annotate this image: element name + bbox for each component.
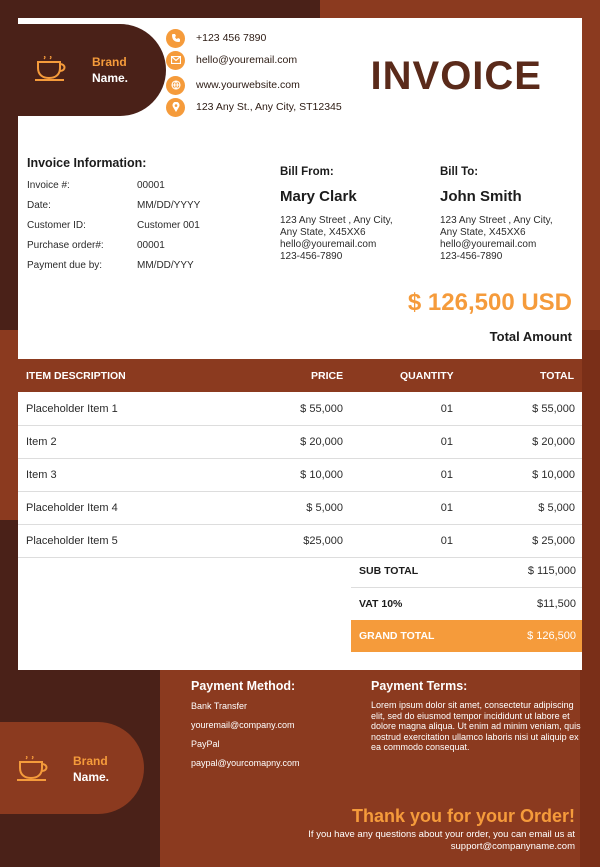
info-label: Payment due by: bbox=[27, 260, 103, 271]
brand-line2: Name. bbox=[73, 770, 110, 784]
item-description: Placeholder Item 1 bbox=[26, 403, 118, 415]
vat-row bbox=[351, 588, 582, 621]
brand-line1: Brand bbox=[92, 55, 127, 69]
table-row bbox=[18, 393, 582, 426]
subtotal-value: $ 115,000 bbox=[527, 565, 576, 577]
bill-to-line: Any State, X45XX6 bbox=[440, 227, 526, 238]
vat-label: VAT 10% bbox=[359, 598, 403, 610]
address-text: 123 Any St., Any City, ST12345 bbox=[196, 101, 342, 113]
phone-icon bbox=[166, 29, 185, 48]
bill-to-line: 123 Any Street , Any City, bbox=[440, 215, 553, 226]
bill-from-line: 123-456-7890 bbox=[280, 251, 343, 262]
website-text: www.yourwebsite.com bbox=[196, 79, 300, 91]
support-note: If you have any questions about your order, you can email us at support@companyname.com bbox=[308, 829, 575, 852]
column-header-total: TOTAL bbox=[539, 370, 574, 382]
info-value: MM/DD/YYYY bbox=[137, 200, 201, 211]
invoice-card bbox=[18, 18, 582, 670]
total-amount: $ 126,500 USD bbox=[407, 289, 572, 316]
brand-line1: Brand bbox=[73, 754, 108, 768]
table-row bbox=[18, 426, 582, 459]
subtotal-row bbox=[351, 555, 582, 588]
brand-name bbox=[92, 54, 128, 86]
invoice-info-heading: Invoice Information: bbox=[27, 156, 147, 170]
bill-to-line: 123-456-7890 bbox=[440, 251, 503, 262]
info-label: Purchase order#: bbox=[27, 240, 104, 251]
payment-method-line: youremail@company.com bbox=[191, 720, 295, 730]
email-text: hello@youremail.com bbox=[196, 54, 298, 66]
bill-from-name: Mary Clark bbox=[280, 188, 357, 205]
brand-header bbox=[18, 24, 166, 116]
item-description: Item 2 bbox=[26, 436, 57, 448]
info-label: Date: bbox=[27, 200, 51, 211]
bill-from-label: Bill From: bbox=[280, 166, 334, 178]
item-price: $ 5,000 bbox=[306, 502, 343, 514]
item-price: $ 55,000 bbox=[300, 403, 343, 415]
envelope-icon bbox=[166, 51, 185, 70]
contact-address bbox=[166, 96, 342, 118]
info-value: MM/DD/YYY bbox=[137, 260, 194, 271]
table-row bbox=[18, 492, 582, 525]
vat-value: $11,500 bbox=[537, 598, 576, 610]
background-right-strip bbox=[580, 330, 600, 867]
brand-line2: Name. bbox=[92, 71, 129, 85]
invoice-title: INVOICE bbox=[370, 54, 542, 98]
item-description: Placeholder Item 4 bbox=[26, 502, 118, 514]
item-quantity: 01 bbox=[440, 436, 453, 448]
brand-name bbox=[73, 753, 109, 785]
bill-from-line: 123 Any Street , Any City, bbox=[280, 215, 393, 226]
payment-method-line: PayPal bbox=[191, 739, 220, 749]
thank-you-heading: Thank you for your Order! bbox=[351, 806, 575, 826]
item-total: $ 10,000 bbox=[532, 469, 575, 481]
bill-from-line: hello@youremail.com bbox=[280, 239, 377, 250]
info-label: Customer ID: bbox=[27, 220, 86, 231]
bill-to-name: John Smith bbox=[440, 188, 522, 205]
payment-method-line: Bank Transfer bbox=[191, 701, 248, 711]
info-value: 00001 bbox=[137, 180, 165, 191]
bill-from-line: Any State, X45XX6 bbox=[280, 227, 366, 238]
coffee-cup-icon bbox=[16, 756, 52, 782]
bill-to-label: Bill To: bbox=[440, 166, 479, 178]
payment-terms-text: Lorem ipsum dolor sit amet, consectetur adipiscing elit, sed do eiusmod tempor incididunt ut labore et dolore magna aliqua. Ut enim ad minim veniam, quis nostrud exercitation ullamco laboris nisi ut aliquip ex ea commodo consequat. bbox=[371, 700, 581, 752]
subtotal-label: SUB TOTAL bbox=[359, 565, 419, 577]
globe-icon bbox=[166, 76, 185, 95]
contact-email bbox=[166, 49, 297, 71]
column-header-item: ITEM DESCRIPTION bbox=[26, 370, 126, 382]
payment-method-heading: Payment Method: bbox=[191, 679, 296, 693]
payment-terms-heading: Payment Terms: bbox=[371, 679, 468, 693]
item-price: $ 10,000 bbox=[300, 469, 343, 481]
item-quantity: 01 bbox=[440, 403, 453, 415]
item-total: $ 5,000 bbox=[538, 502, 575, 514]
grand-total-row bbox=[351, 620, 582, 652]
table-row bbox=[18, 459, 582, 492]
phone-text: +123 456 7890 bbox=[196, 32, 267, 44]
item-description: Item 3 bbox=[26, 469, 57, 481]
item-description: Placeholder Item 5 bbox=[26, 535, 118, 547]
item-total: $ 20,000 bbox=[532, 436, 575, 448]
table-row bbox=[18, 525, 582, 558]
grand-total-value: $ 126,500 bbox=[527, 630, 576, 642]
item-total: $ 55,000 bbox=[532, 403, 575, 415]
total-amount-label: Total Amount bbox=[489, 329, 572, 344]
info-label: Invoice #: bbox=[27, 180, 70, 191]
item-quantity: 01 bbox=[440, 535, 453, 547]
item-quantity: 01 bbox=[440, 469, 453, 481]
coffee-cup-icon bbox=[34, 56, 70, 82]
column-header-quantity: QUANTITY bbox=[400, 370, 454, 382]
info-value: 00001 bbox=[137, 240, 165, 251]
brand-footer bbox=[0, 722, 144, 814]
location-pin-icon bbox=[166, 98, 185, 117]
payment-method-line: paypal@yourcomapny.com bbox=[191, 758, 300, 768]
contact-phone bbox=[166, 27, 266, 49]
table-header bbox=[18, 359, 582, 392]
bill-to-line: hello@youremail.com bbox=[440, 239, 537, 250]
item-total: $ 25,000 bbox=[532, 535, 575, 547]
item-price: $ 20,000 bbox=[300, 436, 343, 448]
item-price: $25,000 bbox=[303, 535, 343, 547]
column-header-price: PRICE bbox=[311, 370, 344, 382]
contact-website bbox=[166, 74, 300, 96]
item-quantity: 01 bbox=[440, 502, 453, 514]
info-value: Customer 001 bbox=[137, 220, 200, 231]
grand-total-label: GRAND TOTAL bbox=[359, 630, 435, 642]
